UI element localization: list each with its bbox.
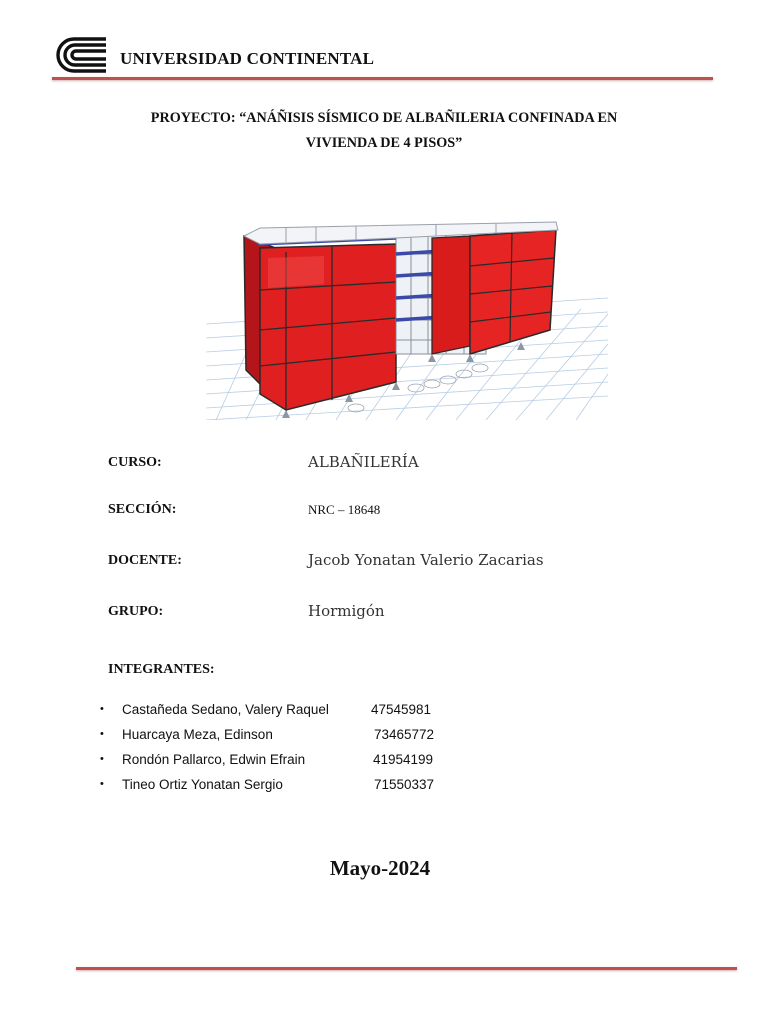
member-name: Tineo Ortiz Yonatan Sergio — [122, 777, 283, 792]
member-id: 41954199 — [373, 752, 434, 767]
building-3d-model-icon — [206, 214, 608, 420]
university-name: UNIVERSIDAD CONTINENTAL — [120, 49, 375, 68]
member-name: Huarcaya Meza, Edinson — [122, 727, 273, 742]
section-value: NRC – 18648 — [308, 502, 381, 517]
document-date: Mayo-2024 — [329, 856, 431, 880]
member-name: Castañeda Sedano, Valery Raquel — [122, 702, 329, 717]
teacher-value: Jacob Yonatan Valerio Zacarias — [308, 551, 544, 569]
bullet-icon: • — [100, 728, 104, 740]
member-name: Rondón Pallarco, Edwin Efrain — [122, 752, 306, 767]
members-list — [100, 702, 500, 802]
list-item — [100, 702, 500, 727]
course-label: CURSO: — [108, 455, 162, 470]
list-item — [100, 727, 500, 752]
bullet-icon: • — [100, 753, 104, 765]
list-item — [100, 777, 500, 802]
footer-divider — [76, 967, 737, 970]
bullet-icon: • — [100, 703, 104, 715]
member-id: 47545981 — [371, 702, 432, 717]
group-label: GRUPO: — [108, 604, 164, 619]
universidad-continental-logo-icon — [54, 36, 114, 74]
member-id: 71550337 — [374, 777, 435, 792]
teacher-label: DOCENTE: — [108, 553, 182, 568]
member-id: 73465772 — [374, 727, 435, 742]
project-title — [80, 106, 688, 156]
bullet-icon: • — [100, 778, 104, 790]
header-divider — [52, 77, 713, 80]
section-label: SECCIÓN: — [108, 502, 177, 517]
group-value: Hormigón — [308, 602, 385, 620]
list-item — [100, 752, 500, 777]
project-title-line-1: PROYECTO: “ANÁÑISIS SÍSMICO DE ALBAÑILERIA CONFINADA EN — [150, 110, 618, 126]
members-label: INTEGRANTES: — [108, 662, 215, 677]
course-value: ALBAÑILERÍA — [308, 453, 419, 471]
project-title-line-2: VIVIENDA DE 4 PISOS” — [305, 135, 463, 151]
